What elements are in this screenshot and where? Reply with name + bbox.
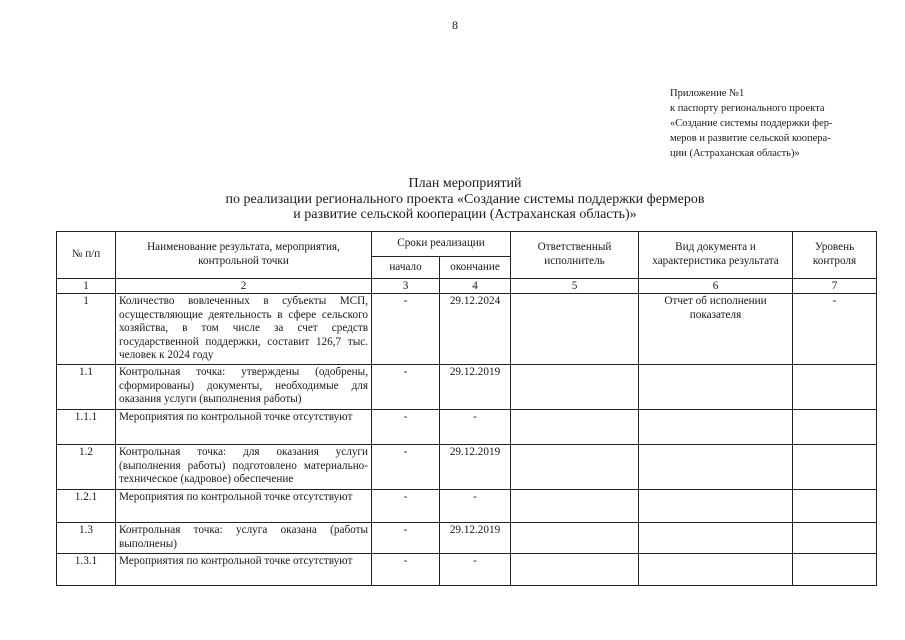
- page-number: 8: [452, 18, 458, 32]
- row-end: -: [440, 554, 511, 586]
- row-name: Количество вовлеченных в субъекты МСП, осуществляющие деятельность в сфере сельского хозяйства, в том числе за счет средств государственной поддержки, составит 126,7 тыс. человек к 2024 году: [116, 294, 372, 365]
- row-num: 1.1: [57, 365, 116, 410]
- row-name: Мероприятия по контрольной точке отсутствуют: [116, 490, 372, 523]
- header-doc: Вид документа и характеристика результата: [639, 232, 793, 279]
- row-num: 1: [57, 294, 116, 365]
- row-level: [793, 523, 877, 554]
- row-name: Мероприятия по контрольной точке отсутствуют: [116, 410, 372, 445]
- row-responsible: [511, 294, 639, 365]
- row-start: -: [372, 294, 440, 365]
- row-doc: [639, 445, 793, 490]
- row-responsible: [511, 445, 639, 490]
- appendix-line: «Создание системы поддержки фер-: [670, 118, 833, 129]
- table-row: [57, 365, 877, 410]
- row-doc: [639, 490, 793, 523]
- row-end: -: [440, 410, 511, 445]
- row-start: -: [372, 445, 440, 490]
- header-dates: Сроки реализации: [372, 232, 511, 257]
- row-num: 1.3: [57, 523, 116, 554]
- appendix-line: меров и развитие сельской коопера-: [670, 133, 831, 144]
- row-level: [793, 554, 877, 586]
- appendix-line: к паспорту регионального проекта: [670, 103, 825, 114]
- row-level: [793, 365, 877, 410]
- table-row: [57, 523, 877, 554]
- header-end: окончание: [440, 257, 511, 279]
- header-name: Наименование результата, мероприятия, контрольной точки: [116, 232, 372, 279]
- row-doc: Отчет об исполнении показателя: [639, 294, 793, 365]
- header-responsible: Ответственный исполнитель: [511, 232, 639, 279]
- header-num: № п/п: [57, 232, 116, 279]
- row-end: -: [440, 490, 511, 523]
- row-num: 1.1.1: [57, 410, 116, 445]
- plan-title-line: по реализации регионального проекта «Создание системы поддержки фермеров: [225, 191, 705, 207]
- row-level: [793, 490, 877, 523]
- row-end: 29.12.2019: [440, 445, 511, 490]
- plan-table: [56, 231, 877, 586]
- plan-title-line: План мероприятий: [408, 176, 522, 191]
- row-level: [793, 410, 877, 445]
- row-responsible: [511, 365, 639, 410]
- column-number: 5: [511, 279, 639, 294]
- row-doc: [639, 523, 793, 554]
- row-end: 29.12.2024: [440, 294, 511, 365]
- row-num: 1.2: [57, 445, 116, 490]
- plan-title-line: и развитие сельской кооперации (Астраханская область)»: [293, 207, 637, 222]
- row-start: -: [372, 490, 440, 523]
- row-start: -: [372, 554, 440, 586]
- appendix-title: Приложение №1: [670, 88, 745, 99]
- row-responsible: [511, 490, 639, 523]
- row-end: 29.12.2019: [440, 523, 511, 554]
- table-row: [57, 294, 877, 365]
- appendix-block: [670, 86, 885, 161]
- column-number: 1: [57, 279, 116, 294]
- row-doc: [639, 365, 793, 410]
- column-number: 2: [116, 279, 372, 294]
- row-num: 1.2.1: [57, 490, 116, 523]
- table-row: [57, 490, 877, 523]
- row-responsible: [511, 523, 639, 554]
- plan-title: [150, 176, 780, 223]
- table-row: [57, 410, 877, 445]
- table-row: [57, 554, 877, 586]
- row-name: Контрольная точка: для оказания услуги (выполнения работы) подготовлено материально-техническое (кадровое) обеспечение: [116, 445, 372, 490]
- row-start: -: [372, 410, 440, 445]
- column-number: 3: [372, 279, 440, 294]
- row-doc: [639, 410, 793, 445]
- header-start: начало: [372, 257, 440, 279]
- row-num: 1.3.1: [57, 554, 116, 586]
- row-start: -: [372, 365, 440, 410]
- row-end: 29.12.2019: [440, 365, 511, 410]
- appendix-line: ции (Астраханская область)»: [670, 148, 800, 159]
- column-number: 7: [793, 279, 877, 294]
- row-doc: [639, 554, 793, 586]
- column-number: 4: [440, 279, 511, 294]
- row-level: -: [793, 294, 877, 365]
- row-level: [793, 445, 877, 490]
- table-row: [57, 445, 877, 490]
- row-name: Мероприятия по контрольной точке отсутствуют: [116, 554, 372, 586]
- row-name: Контрольная точка: услуга оказана (работы выполнены): [116, 523, 372, 554]
- header-level: Уровень контроля: [793, 232, 877, 279]
- row-name: Контрольная точка: утверждены (одобрены, сформированы) документы, необходимые для оказания услуги (выполнения работы): [116, 365, 372, 410]
- row-start: -: [372, 523, 440, 554]
- row-responsible: [511, 410, 639, 445]
- column-number: 6: [639, 279, 793, 294]
- row-responsible: [511, 554, 639, 586]
